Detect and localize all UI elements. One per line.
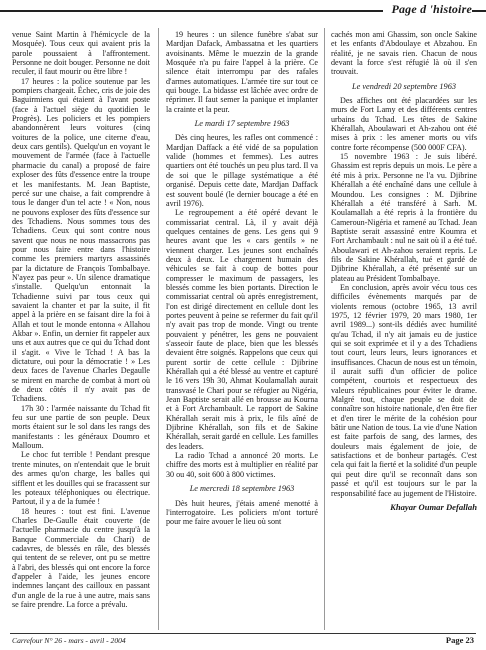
article-column-3 bbox=[331, 30, 477, 630]
dateline: Le mardi 17 septembre 1963 bbox=[194, 119, 290, 129]
footer-rule bbox=[10, 633, 476, 634]
paragraph: 17 heures : la police soutenue par les pompiers chargeait. Échec, cris de joie des Baguirmiens qui étaient à l'avant poste (face à l'actuel siège du quotidien le Progrès). Les policiers et les pompiers abandonnèrent leurs voitures (cinq voitures de la police, une citerne d'eau, deux cars gentils). Quelqu'un en voyant le mouvement de l'armée (face à l'actuelle pharmacie du canal) a proposé de faire exploser des fûts d'essence entre la troupe et les manifestants. M. Jean Baptiste, percé sur une chaise, a fait comprendre à tous le danger d'un tel acte ! « Non, nous ne pouvons exploser des fûts d'essence sur des Tchadiens. Nous sommes tous des Tchadiens. Ceux qui sont contre nous savent que nous ne nous massacrons pas pour nous faire entre dans l'histoire comme les premiers martyrs assassinés par la dictature de François Tombalbaye. N'ayez pas peur ». Un silence dramatique s'installe. Quelqu'un entonnait la Tchadienne suivi par tous ceux qui savaient la chanter et par la suite, il fit appel à la prière en se faisant dire la foi à Allah et tout le monde entonna « Allahou Akbar ». Enfin, un dernier fit rappeler aux uns et aux autres que ce qui du Tchad dont il s'agit. « Vive le Tchad ! A bas la dictature, oui pour la démocratie ! » Les deux faces de l'avenue Charles Degaulle se mirent en marche de combat à mort où de deux côtés il n'y avait pas de Tchadiens. bbox=[12, 76, 150, 404]
paragraph: cachés mon ami Ghassim, son oncle Sakine et les enfants d'Abdoulaye et Abzahou. En réalité, je ne savais rien. Chacun de nous devant la force s'est réfugié là où il s'en trouvait. bbox=[331, 30, 477, 77]
paragraph: 17h 30 : l'armée naissante du Tchad fit feu sur une partie de son peuple. Deux morts étaient sur le sol dans les rangs des manifestants : les généraux Doumro et Malloum. bbox=[12, 403, 150, 451]
article-column-2 bbox=[166, 30, 318, 630]
column-divider bbox=[158, 28, 159, 630]
paragraph: Le regroupement a été opéré devant le commissariat central. Là, il y avait déjà quelques centaines de gens. Les gens qui 9 heures avant que les « cars gentils » ne viennent charger. Les jeunes sont enchaînés deux à deux. Le chargement humain des véhicules se fait à coup de bottes pour compresser le maximum de passagers, les blessés comme les bien portants. Direction le commissariat central où après enregistrement, l'on est dirigé directement en cellule dont les portes peuvent à peine se refermer du fait qu'il n'y avait pas trop de monde. Vingt ou trente pouvaient y pénétrer, les gens ne pouvaient s'asseoir faute de place, bien que les blessés devaient être soignés. Rappelons que ceux qui purent sortir de cette cellule : Djibrine Khérallah qui a été blessé au ventre et capturé le 16 vers 19h 30, Ahmat Koulamallah aurait transvasé le Chari pour se réfugier au Nigéria, Jean Baptiste serait allé en brousse au Kourna et à Fort Archambault. Le rapport de Sakine Khérallah serait mis à prix, le fils aîné de Djibrine Khérallah, son fils et de Sakine Khérallah, serait gardé en cellule. Les familles des leaders. bbox=[166, 208, 318, 451]
page-header bbox=[0, 0, 486, 26]
paragraph: En conclusion, après avoir vécu tous ces difficiles évènements marqués par de violents remous (octobre 1965, 13 avril 1975, 12 février 1979, 20 mars 1980, 1er avril 1989...) sont-ils dédiés avec humilité qu'au Tchad, il n'y ait jamais eu de justice qui se soit exprimée et il y a des Tchadiens tout court, leurs leurs, leurs ignorances et insuffisances. Chacun de nous est un témoin, il aurait suffi d'un officier de police compétent, courtois et respectueux des valeurs républicaines pour éviter le drame. Malgré tout, chaque peuple se doit de connaître son histoire nationale, d'en être fier et d'en tirer le mérite de la cohésion pour bâtir une Nation de tous. La vie d'une Nation est faite parfois de sang, des larmes, des douleurs mais également de joie, de satisfactions et de bonheur partagés. C'est cela qui fait la fierté et la solidité d'un peuple qui peut dire qu'il se reconnaît dans son passé et qu'il est toujours sur le par la responsabilité face au jugement de l'Histoire. bbox=[331, 282, 477, 498]
section-title: Page d 'histoire bbox=[383, 2, 472, 17]
paragraph: venue Saint Martin à l'hémicycle de la Mosquée). Tous ceux qui avaient pris la parole poussaient à l'affrontement. Personne ne doit bouger. Personne ne doit reculer, il faut mourir ou être libre ! bbox=[12, 30, 150, 77]
page-number: Page 23 bbox=[445, 635, 474, 645]
author-signature: Khayar Oumar Defallah bbox=[390, 501, 477, 512]
paragraph: Dès huit heures, j'étais amené menotté à l'interrogatoire. Les policiers m'ont torturé pour me faire avouer le lieu où sont bbox=[166, 498, 318, 527]
paragraph: Le choc fut terrible ! Pendant presque trente minutes, on n'entendait que le bruit des armes qu'on charge, les balles qui sifflent et les douilles qui se fracassent sur les poteaux téléphoniques ou électrique. Partout, il y a de la fumée ! bbox=[12, 450, 150, 507]
publication-info: Carrefour N° 26 - mars - avril - 2004 bbox=[12, 636, 126, 645]
column-divider bbox=[324, 28, 325, 630]
article-column-1 bbox=[12, 30, 150, 630]
paragraph: 18 heures : tout est fini. L'avenue Charles De-Gaulle était couverte (de l'actuelle pharmacie du centre jusqu'à la Banque Commerciale du Chari) de cadavres, de blessés en râle, des blessés qui tentent de se relever, ont pu se mettre à l'abri, des blessés qui ont encore la force d'appeler à l'aide, les jeunes encore indemnes lançant des cailloux en passant d'un angle de la rue à une autre, mais sans se faire prendre. La force a prévalu. bbox=[12, 506, 150, 609]
paragraph: La radio Tchad a annoncé 20 morts. Le chiffre des morts est à multiplier en réalité par 30 ou 40, soit 600 à 800 victimes. bbox=[166, 451, 318, 479]
paragraph: Dès cinq heures, les rafles ont commencé : Mardjan Daffack a été vidé de sa population valide (hommes et femmes). Les autres quartiers ont été touchés un peu plus tard. Il va de soi que le pillage systématique a été organisé. Depuis cette date, Mardjan Daffack est souvent boulé (le dernier boucage a été en avril 1976). bbox=[166, 133, 318, 208]
paragraph: 19 heures : un silence funèbre s'abat sur Mardjan Dafack, Ambassatna et les quartiers avoisinants. Même le muezzin de la grande Mosquée n'a pu faire l'appel à la prière. Ce silence était interrompu par des rafales d'armes automatiques. L'armée tire sur tout ce qui bouge. La bidasse est lâchée avec ordre de réprimer. Il faut semer la panique et implanter la crainte et la peur. bbox=[166, 30, 318, 114]
paragraph: Des affiches ont été placardées sur les murs de Fort Lamy et des différents centres urbains du Tchad. Les têtes de Sakine Khérallah, Aboulawari et Ah-zahou ont été mises à prix : les amener morts ou vifs contre forte récompense (500 000F CFA). bbox=[331, 96, 477, 152]
dateline: Le mercredi 18 septembre 1963 bbox=[189, 484, 295, 494]
paragraph: 15 novembre 1963 : Je suis libéré. Ghassim est repris depuis un mois. Le père a été mis à prix. Personne ne l'a vu. Djibrine Khérallah a été enchaîné dans une cellule à Moundou. Les consignes : M. Djibrine Khérallah a été transféré à Sarh. M. Koulamallah a été repris à la frontière du Cameroun-Nigéria et ramené au Tchad. Jean Baptiste serait assassiné entre Koumra et Fort Archambault : nul ne sait où il a été tué. Aboulawari et Ah-zahou seraient repris. Le fils de Sakine Khérallah, tué et gardé de Djibrine Khérallah, a été présenté sur un plateau au Président Tombalbaye. bbox=[331, 152, 477, 283]
dateline: Le vendredi 20 septembre 1963 bbox=[352, 81, 456, 91]
page-footer bbox=[0, 632, 486, 650]
